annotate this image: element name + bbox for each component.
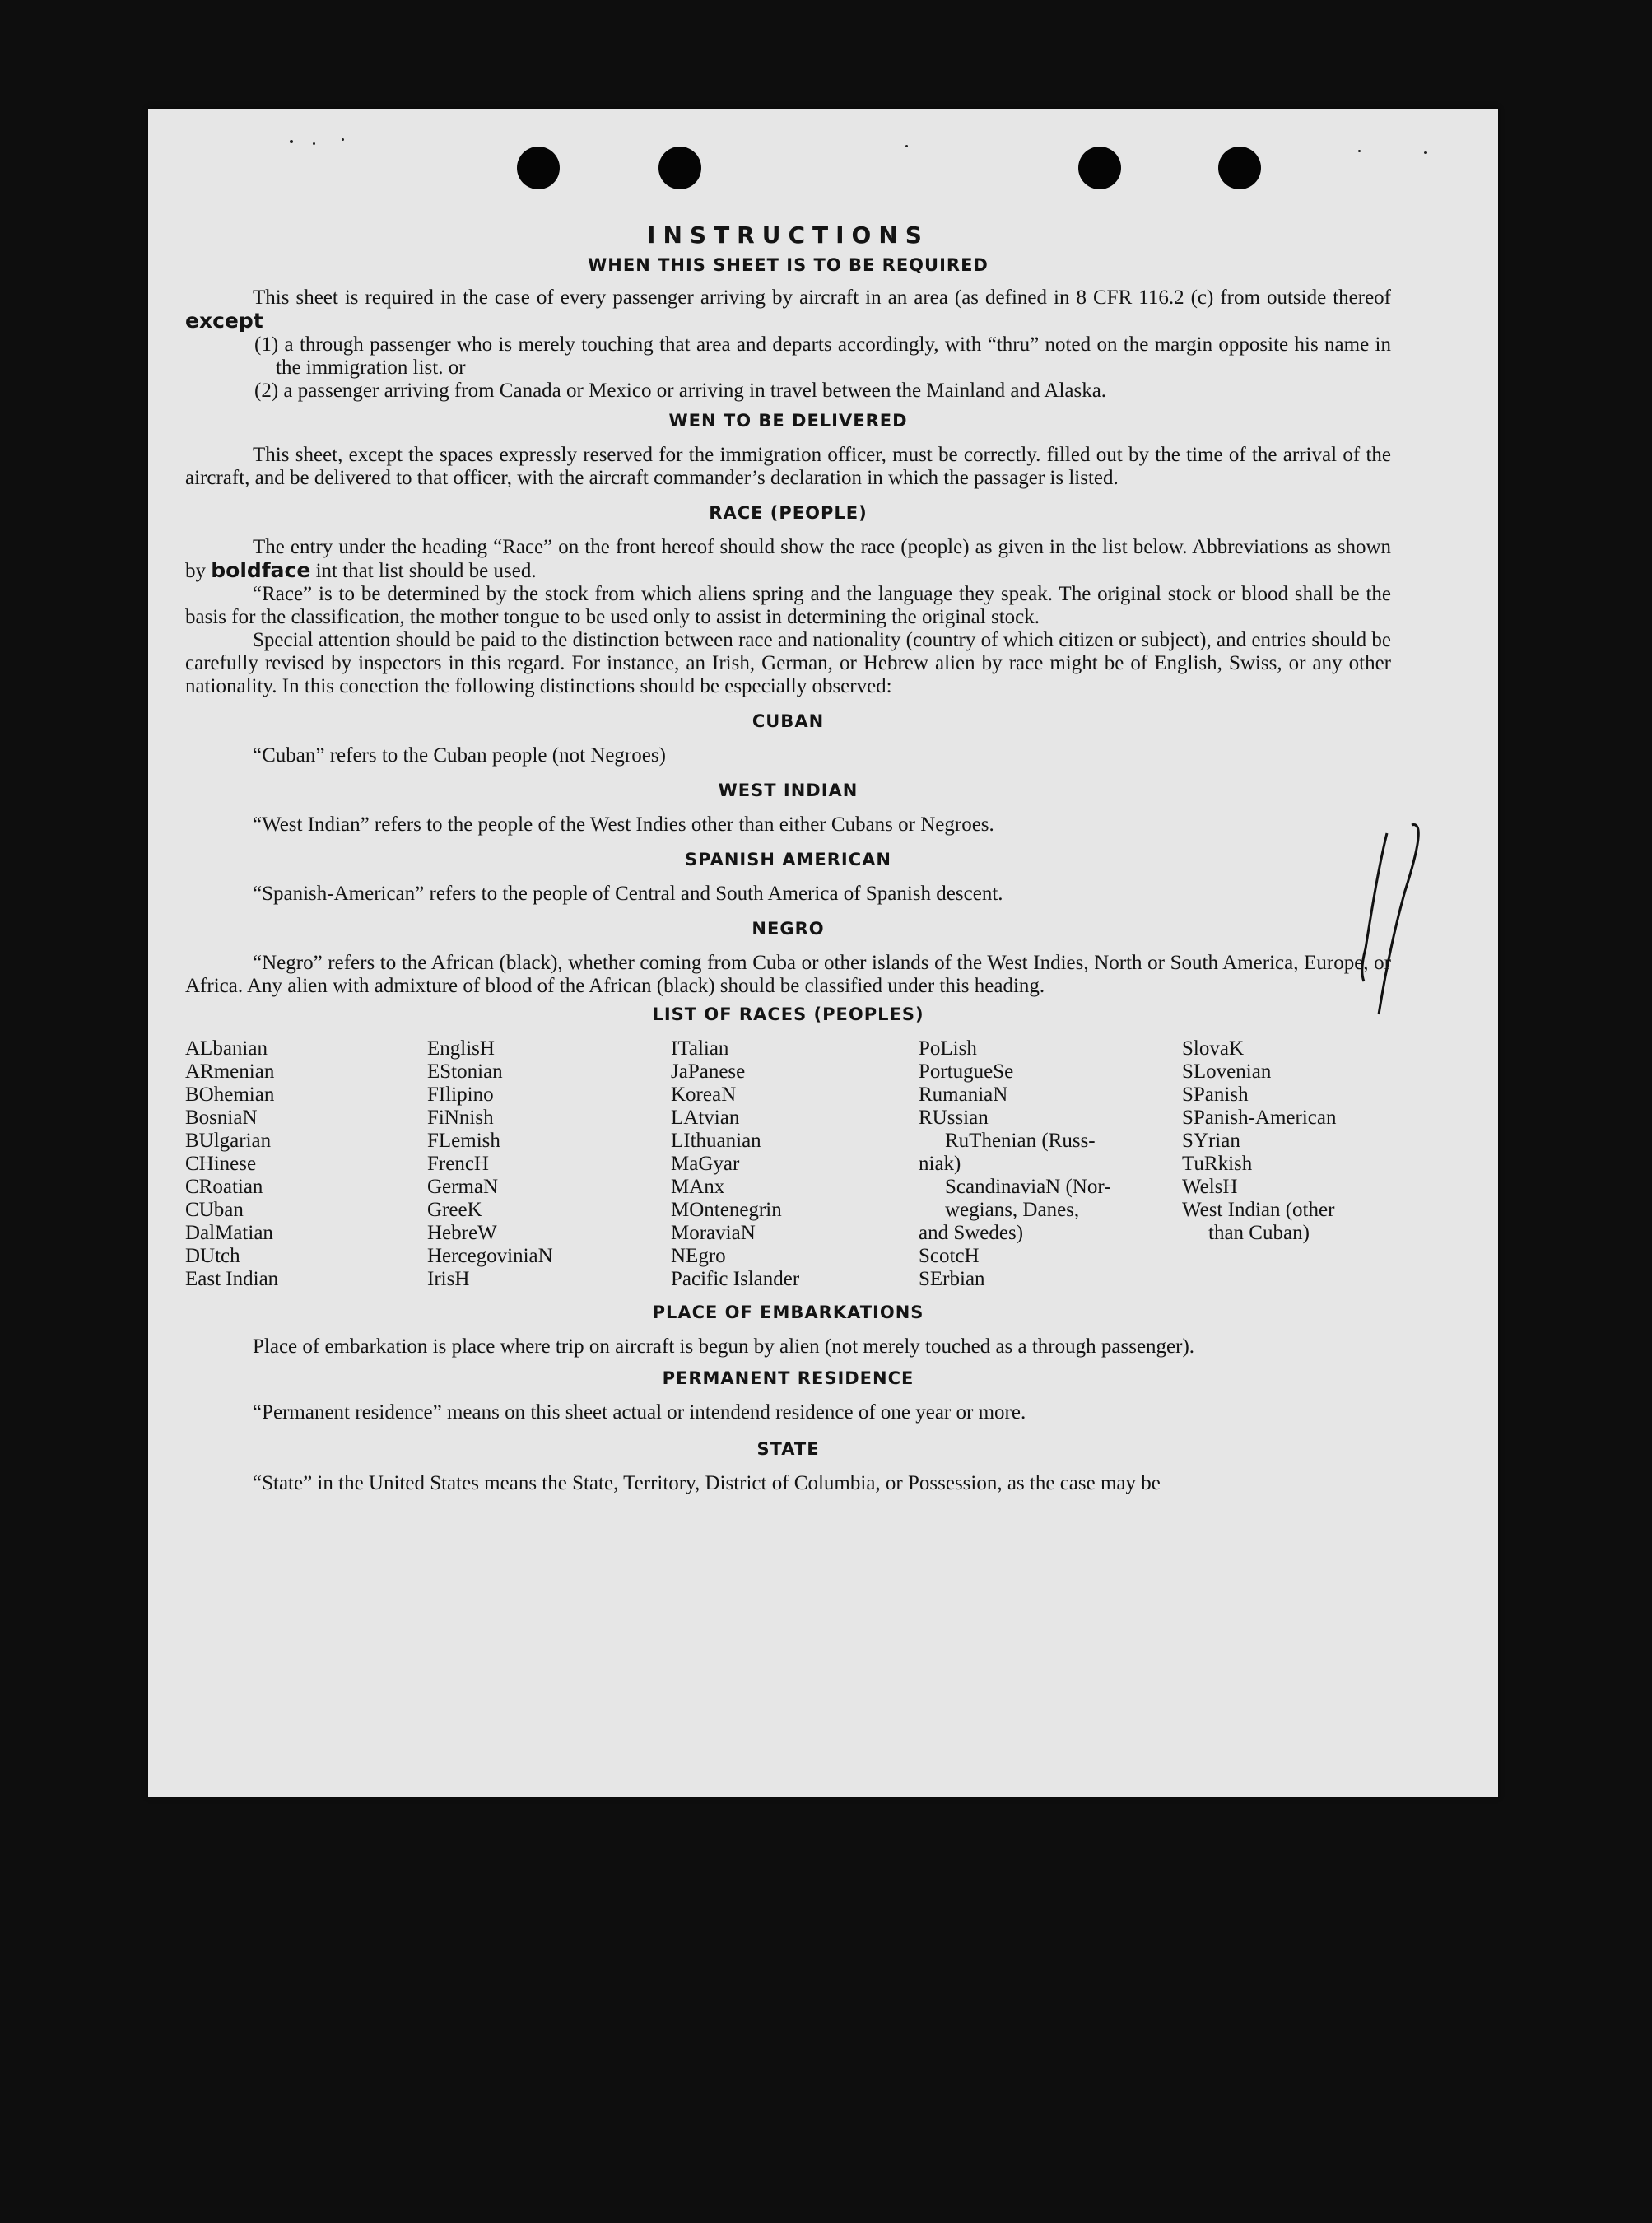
list-item: LIthuanian — [671, 1130, 761, 1152]
list-item: PoLish — [919, 1037, 977, 1060]
list-item: NEgro — [671, 1245, 726, 1267]
required-item-1: (1) a through passenger who is merely touching that area and departs accordingly, with “thru” noted on the margin opposite his name in the immigration list. or — [254, 333, 1391, 379]
heading-race: RACE (PEOPLE) — [709, 503, 868, 523]
list-item: KoreaN — [671, 1084, 737, 1106]
list-item: FLemish — [427, 1130, 500, 1152]
list-item: MOntenegrin — [671, 1199, 782, 1221]
list-item: JaPanese — [671, 1060, 746, 1083]
list-item: DalMatian — [185, 1222, 273, 1244]
races-column-2 — [427, 1037, 671, 1291]
punch-hole — [1218, 147, 1261, 189]
list-item: FIlipino — [427, 1084, 494, 1106]
race-paragraph-1 — [185, 536, 1391, 583]
heading-permanent-residence: PERMANENT RESIDENCE — [662, 1368, 914, 1388]
heading-cuban: CUBAN — [752, 711, 825, 731]
list-item: and Swedes) — [919, 1222, 1024, 1244]
heading-place-of-embarkation: PLACE OF EMBARKATIONS — [652, 1303, 924, 1322]
negro-text: “Negro” refers to the African (black), whether coming from Cuba or other islands of the West Indies, North or South America, Europe, or Africa. Any alien with admixture of blood of the African (black) should be classified under this heading. — [185, 952, 1391, 997]
list-item: CUban — [185, 1199, 244, 1221]
punch-hole — [658, 147, 701, 189]
list-item: than Cuban) — [1208, 1222, 1310, 1244]
list-item: SlovaK — [1182, 1037, 1244, 1060]
race-paragraph-2: “Race” is to be determined by the stock from which aliens spring and the language they speak. The original stock or blood shall be the basis for the classification, the mother tongue to be used only to assist in determining the original stock. — [185, 583, 1391, 628]
list-item: niak) — [919, 1153, 961, 1175]
cuban-text: “Cuban” refers to the Cuban people (not Negroes) — [253, 744, 666, 767]
list-item: FrencH — [427, 1153, 489, 1175]
list-item: MoraviaN — [671, 1222, 756, 1244]
list-item: SPanish — [1182, 1084, 1249, 1106]
list-item: ScandinaviaN (Nor- — [945, 1176, 1111, 1198]
list-item: SErbian — [919, 1268, 985, 1290]
spanish-american-text: “Spanish-American” refers to the people of Central and South America of Spanish descent. — [253, 883, 1003, 905]
list-item: EStonian — [427, 1060, 503, 1083]
list-item: RUssian — [919, 1107, 989, 1129]
heading-negro: NEGRO — [752, 919, 825, 939]
list-item: HercegoviniaN — [427, 1245, 553, 1267]
list-item: MaGyar — [671, 1153, 740, 1175]
list-item: SYrian — [1182, 1130, 1240, 1152]
list-item: IrisH — [427, 1268, 470, 1290]
race-p1-text-end: int that list should be used. — [315, 560, 537, 582]
boldface-word: boldface — [211, 558, 311, 582]
list-item: West Indian (other — [1182, 1199, 1335, 1221]
list-item: DUtch — [185, 1245, 240, 1267]
list-item: RumaniaN — [919, 1084, 1008, 1106]
list-item: BUlgarian — [185, 1130, 272, 1152]
list-item: East Indian — [185, 1268, 279, 1290]
list-item: HebreW — [427, 1222, 497, 1244]
state-text: “State” in the United States means the State, Territory, District of Columbia, or Possession, as the case may be — [253, 1472, 1161, 1494]
punch-hole — [1078, 147, 1121, 189]
list-item: SPanish-American — [1182, 1107, 1337, 1129]
residence-text: “Permanent residence” means on this sheet actual or intendend residence of one year or more. — [253, 1401, 1026, 1424]
west-indian-text: “West Indian” refers to the people of the West Indies other than either Cubans or Negroes. — [253, 813, 994, 836]
races-column-1 — [185, 1037, 427, 1291]
list-item: EnglisH — [427, 1037, 495, 1060]
list-item: FiNnish — [427, 1107, 494, 1129]
list-item: CHinese — [185, 1153, 257, 1175]
list-item: BOhemian — [185, 1084, 275, 1106]
list-item: ARmenian — [185, 1060, 275, 1083]
list-item: PortugueSe — [919, 1060, 1014, 1083]
list-item: GreeK — [427, 1199, 482, 1221]
list-item: WelsH — [1182, 1176, 1238, 1198]
races-column-3 — [671, 1037, 919, 1291]
main-heading: INSTRUCTIONS — [647, 221, 929, 249]
list-item: BosniaN — [185, 1107, 258, 1129]
required-intro — [185, 287, 1391, 333]
delivered-text: This sheet, except the spaces expressly reserved for the immigration officer, must be correctly. filled out by the time of the arrival of the aircraft, and be delivered to that officer, with the aircraft commander’s declaration in which the passager is listed. — [185, 444, 1391, 489]
list-item: wegians, Danes, — [945, 1199, 1080, 1221]
heading-state: STATE — [756, 1439, 820, 1459]
list-item: TuRkish — [1182, 1153, 1253, 1175]
race-paragraph-3: Special attention should be paid to the distinction between race and nationality (country of which citizen or subject), and entries should be carefully revised by inspectors in this regard. For instance, an Irish, German, or Hebrew alien by race might be of English, Swiss, or any other nationality. In this conection the following distinctions should be especially observed: — [185, 629, 1391, 697]
race-p1-text: The entry under the heading “Race” on the front hereof should show the race (people) as given in the list below. Abbreviations as shown by — [185, 536, 1391, 582]
list-item: MAnx — [671, 1176, 725, 1198]
heading-when-delivered: WEN TO BE DELIVERED — [668, 411, 908, 431]
instructions-content — [185, 221, 1391, 1495]
required-intro-text: This sheet is required in the case of every passenger arriving by aircraft in an area (as defined in 8 CFR 116.2 (c) from outside thereof — [253, 287, 1391, 309]
heading-list-of-races: LIST OF RACES (PEOPLES) — [652, 1004, 924, 1024]
list-item: LAtvian — [671, 1107, 740, 1129]
required-item-2: (2) a passenger arriving from Canada or Mexico or arriving in travel between the Mainland and Alaska. — [254, 380, 1107, 402]
races-column-5 — [1182, 1037, 1396, 1291]
races-list — [185, 1037, 1391, 1291]
races-column-4 — [919, 1037, 1182, 1291]
punch-hole — [517, 147, 560, 189]
list-item: ALbanian — [185, 1037, 268, 1060]
heading-west-indian: WEST INDIAN — [718, 781, 859, 800]
except-word: except — [185, 309, 263, 333]
embarkation-text: Place of embarkation is place where trip on aircraft is begun by alien (not merely touched as a through passenger). — [253, 1335, 1195, 1358]
heading-when-required: WHEN THIS SHEET IS TO BE REQUIRED — [588, 255, 989, 275]
list-item: SLovenian — [1182, 1060, 1272, 1083]
list-item: CRoatian — [185, 1176, 263, 1198]
list-item: RuThenian (Russ- — [945, 1130, 1096, 1152]
heading-spanish-american: SPANISH AMERICAN — [685, 850, 891, 869]
list-item: ScotcH — [919, 1245, 980, 1267]
list-item: ITalian — [671, 1037, 729, 1060]
list-item: GermaN — [427, 1176, 499, 1198]
document-sheet — [148, 109, 1498, 1797]
list-item: Pacific Islander — [671, 1268, 800, 1290]
